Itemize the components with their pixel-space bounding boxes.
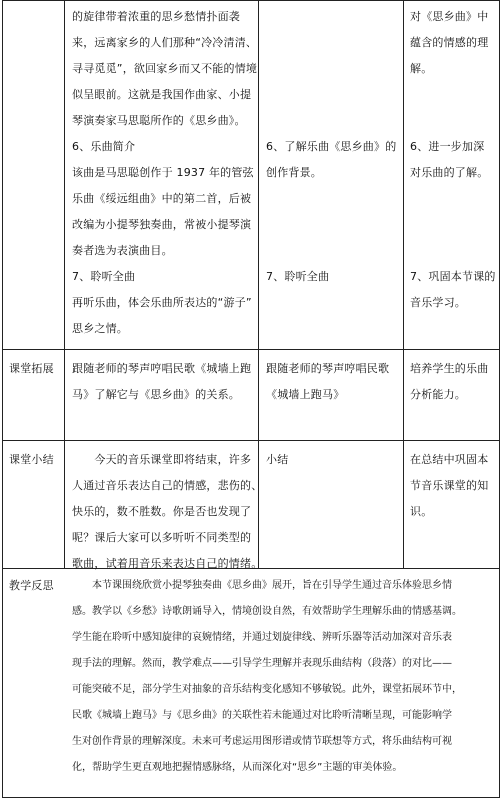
text-line: 6、进一步加深: [410, 140, 485, 153]
text-line: 跟随老师的琴声哼唱民歌《城墙上跑: [72, 362, 252, 375]
text-line: 生对创作背景的理解深度。未来可考虑运用图形谱或情节联想等方式，将乐曲结构可视: [72, 736, 452, 747]
row-label-extension: [9, 356, 54, 382]
text-line: 分析能力。: [410, 388, 466, 401]
text-line: 今天的音乐课堂即将结束，许多: [72, 453, 252, 466]
summary-activity-cell: [266, 447, 288, 473]
text-line: 现手法的理解。然而，教学难点——引导学生理解并表现乐曲结构（段落）的对比——: [72, 658, 452, 669]
goal-cell: [410, 4, 488, 82]
summary-goal-cell: [410, 447, 488, 525]
table-border-bottom: [2, 797, 500, 798]
text-line: 思乡之情。: [72, 322, 128, 335]
text-line: 跟随老师的琴声哼唱民歌: [266, 362, 390, 375]
text-line: 再听乐曲，体会乐曲所表达的“游子”: [72, 296, 252, 309]
text-line: 6、了解乐曲《思乡曲》的: [266, 140, 397, 153]
text-line: 民歌《城墙上跑马》与《思乡曲》的关联性若未能通过对比聆听清晰呈现，可能影响学: [72, 710, 452, 721]
text-line: 来，远离家乡的人们那种“冷冷清清、: [72, 36, 258, 49]
text-line: 歌曲，试着用音乐来表达自己的情绪。: [72, 557, 263, 570]
text-line: 奏者选为表演曲目。: [72, 244, 173, 257]
row-label-text: 教学反思: [9, 579, 54, 592]
row-label-summary: [9, 447, 54, 473]
text-line: 7、聆听全曲: [266, 270, 330, 283]
text-line: 寻寻觅觅”，欲回家乡而又不能的情境: [72, 62, 258, 75]
text-line: 人通过音乐表达自己的情感，悲伤的、: [72, 479, 263, 492]
table-border-left: [2, 0, 3, 798]
text-line: 音乐学习。: [410, 296, 466, 309]
text-line: 小结: [266, 453, 289, 466]
text-line: 创作背景。: [266, 166, 322, 179]
goal-cell: [410, 264, 496, 316]
text-line: 可能突破不足，部分学生对抽象的音乐结构变化感知不够敏锐。此外，课堂拓展环节中，: [72, 684, 462, 695]
extension-goal-cell: [410, 356, 488, 408]
text-line: 快乐的，数不胜数。你是否也发现了: [72, 505, 252, 518]
reflection-content-cell: [72, 573, 462, 781]
text-line: 对《思乡曲》中: [410, 10, 489, 23]
text-line: 在总结中巩固本: [410, 453, 489, 466]
text-line: 识。: [410, 505, 433, 518]
text-line: 培养学生的乐曲: [410, 362, 489, 375]
text-line: 7、聆听全曲: [72, 270, 136, 283]
row-label-reflection: [9, 573, 54, 599]
extension-activity-cell: [266, 356, 389, 408]
extension-content-cell: [72, 356, 251, 408]
student-activity-cell: [266, 264, 329, 290]
table-border-right: [499, 0, 500, 798]
process-content-cell: [72, 4, 257, 342]
text-line: 呢？课后大家可以多听听不同类型的: [72, 531, 252, 544]
goal-cell: [410, 134, 488, 186]
text-line: 乐曲《绥远组曲》中的第二首，后被: [72, 192, 252, 205]
text-line: 化，帮助学生更直观地把握情感脉络，从而深化对“思乡”主题的审美体验。: [72, 762, 403, 773]
text-line: 7、巩固本节课的: [410, 270, 496, 283]
row-label-text: 课堂小结: [9, 453, 54, 466]
text-line: 似呈眼前。这就是我国作曲家、小提: [72, 88, 252, 101]
text-line: 解。: [410, 62, 433, 75]
column-rule-3: [403, 0, 404, 569]
text-line: 蕴含的情感的理: [410, 36, 489, 49]
text-line: 该曲是马思聪创作于 1937 年的管弦: [72, 166, 254, 179]
row-label-text: 课堂拓展: [9, 362, 54, 375]
summary-content-cell: [72, 447, 262, 577]
student-activity-cell: [266, 134, 396, 186]
text-line: 本节课围绕欣赏小提琴独奏曲《思乡曲》展开，旨在引导学生通过音乐体验思乡情: [72, 580, 452, 591]
text-line: 对乐曲的了解。: [410, 166, 489, 179]
text-line: 6、乐曲简介: [72, 140, 136, 153]
text-line: 感。教学以《乡愁》诗歌朗诵导入，情境创设自然，有效帮助学生理解乐曲的情感基调。: [72, 606, 462, 617]
column-rule-1: [64, 0, 65, 569]
text-line: 节音乐课堂的知: [410, 479, 489, 492]
text-line: 马》了解它与《思乡曲》的关系。: [72, 388, 240, 401]
row-rule-2: [2, 440, 500, 441]
table-border-top: [2, 0, 500, 1]
text-line: 的旋律带着浓重的思乡愁情扑面袭: [72, 10, 240, 23]
text-line: 琴演奏家马思聪所作的《思乡曲》。: [72, 114, 246, 127]
text-line: 改编为小提琴独奏曲，常被小提琴演: [72, 218, 252, 231]
text-line: 学生能在聆听中感知旋律的哀婉情绪，并通过划旋律线、辨听乐器等活动加深对音乐表: [72, 632, 452, 643]
row-rule-1: [2, 349, 500, 350]
text-line: 《城墙上跑马》: [266, 388, 345, 401]
